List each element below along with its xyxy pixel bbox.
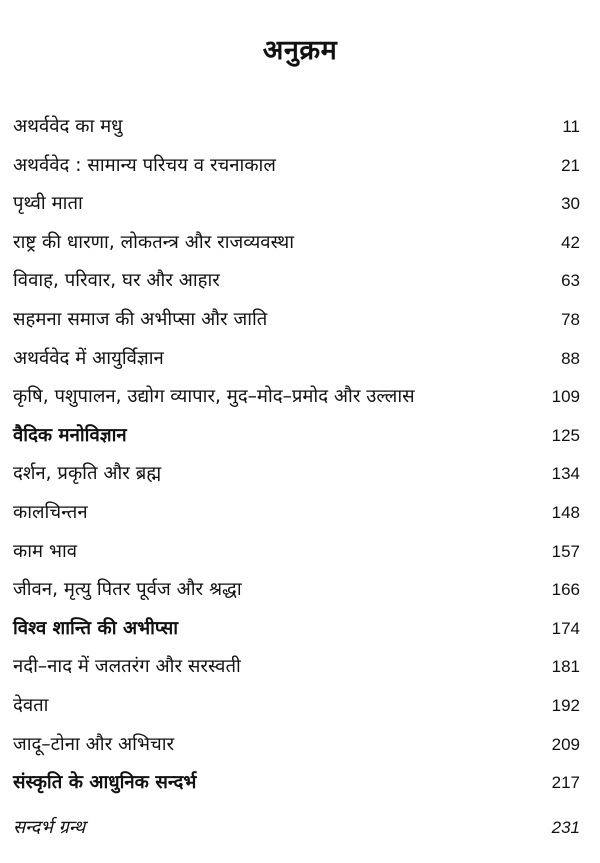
toc-entry bbox=[13, 497, 580, 536]
toc-entry-page: 166 bbox=[551, 580, 580, 600]
toc-entry bbox=[13, 188, 580, 227]
toc-entry-title: जादू–टोना और अभिचार bbox=[13, 733, 175, 755]
toc-entry-page: 63 bbox=[561, 271, 580, 291]
toc-entry-title: सहमना समाज की अभीप्सा और जाति bbox=[13, 308, 268, 330]
toc-entry bbox=[13, 536, 580, 575]
toc-entry-page: 125 bbox=[551, 425, 580, 445]
toc-entry bbox=[13, 343, 580, 382]
toc-entry-title: पृथ्वी माता bbox=[13, 193, 83, 215]
toc-entry-page: 11 bbox=[562, 117, 580, 136]
toc-entry-title: दर्शन, प्रकृति और ब्रह्म bbox=[13, 463, 162, 485]
toc-entry bbox=[13, 227, 580, 266]
toc-entry bbox=[13, 613, 580, 652]
toc-entry bbox=[13, 690, 580, 729]
toc-entry-title: कालचिन्तन bbox=[13, 501, 88, 523]
toc-entry bbox=[13, 304, 580, 343]
references-page: 231 bbox=[551, 818, 580, 837]
references-entry bbox=[13, 815, 580, 839]
toc-entry bbox=[13, 150, 580, 189]
toc-entry-page: 209 bbox=[551, 734, 580, 754]
toc-entry bbox=[13, 574, 580, 613]
toc-entry-title: अथर्ववेद में आयुर्विज्ञान bbox=[13, 347, 164, 369]
toc-entry-title: नदी–नाद में जलतरंग और सरस्वती bbox=[13, 656, 241, 678]
toc-entry-title: अथर्ववेद : सामान्य परिचय व रचनाकाल bbox=[13, 154, 276, 176]
toc-entry-page: 88 bbox=[561, 348, 580, 368]
references-title: सन्दर्भ ग्रन्थ bbox=[13, 817, 86, 838]
toc-entry-title: संस्कृति के आधुनिक सन्दर्भ bbox=[13, 772, 197, 794]
table-of-contents bbox=[13, 111, 580, 806]
toc-entry bbox=[13, 420, 580, 459]
toc-entry-title: विवाह, परिवार, घर और आहार bbox=[13, 270, 220, 292]
toc-entry bbox=[13, 729, 580, 768]
toc-entry bbox=[13, 265, 580, 304]
toc-entry-title: विश्व शान्ति की अभीप्सा bbox=[13, 617, 178, 639]
toc-entry bbox=[13, 381, 580, 420]
toc-entry-page: 157 bbox=[551, 541, 580, 561]
toc-entry-page: 217 bbox=[551, 773, 580, 793]
toc-entry-title: राष्ट्र की धारणा, लोकतन्त्र और राजव्यवस्था bbox=[13, 231, 295, 253]
toc-entry-page: 109 bbox=[551, 387, 580, 407]
toc-entry-page: 192 bbox=[551, 695, 580, 715]
toc-entry-page: 181 bbox=[551, 657, 580, 677]
toc-entry-page: 30 bbox=[561, 194, 580, 214]
toc-entry-title: अथर्ववेद का मधु bbox=[13, 116, 123, 137]
toc-entry-title: वैदिक मनोविज्ञान bbox=[13, 424, 127, 446]
toc-entry-page: 78 bbox=[561, 309, 580, 329]
toc-entry-title: जीवन, मृत्यु पितर पूर्वज और श्रद्धा bbox=[13, 579, 242, 601]
toc-entry bbox=[13, 111, 580, 150]
toc-entry-page: 134 bbox=[551, 464, 580, 484]
toc-entry-title: कृषि, पशुपालन, उद्योग व्यापार, मुद–मोद–प्रमोद और उल्लास bbox=[13, 386, 415, 408]
toc-entry-page: 174 bbox=[551, 618, 580, 638]
toc-entry bbox=[13, 651, 580, 690]
toc-entry-page: 21 bbox=[561, 155, 580, 175]
toc-entry-page: 42 bbox=[561, 232, 580, 252]
toc-entry-page: 148 bbox=[551, 502, 580, 522]
toc-entry bbox=[13, 767, 580, 806]
page-title: अनुक्रम bbox=[262, 35, 338, 66]
toc-entry-title: काम भाव bbox=[13, 540, 78, 562]
toc-entry-title: देवता bbox=[13, 694, 49, 716]
toc-entry bbox=[13, 458, 580, 497]
